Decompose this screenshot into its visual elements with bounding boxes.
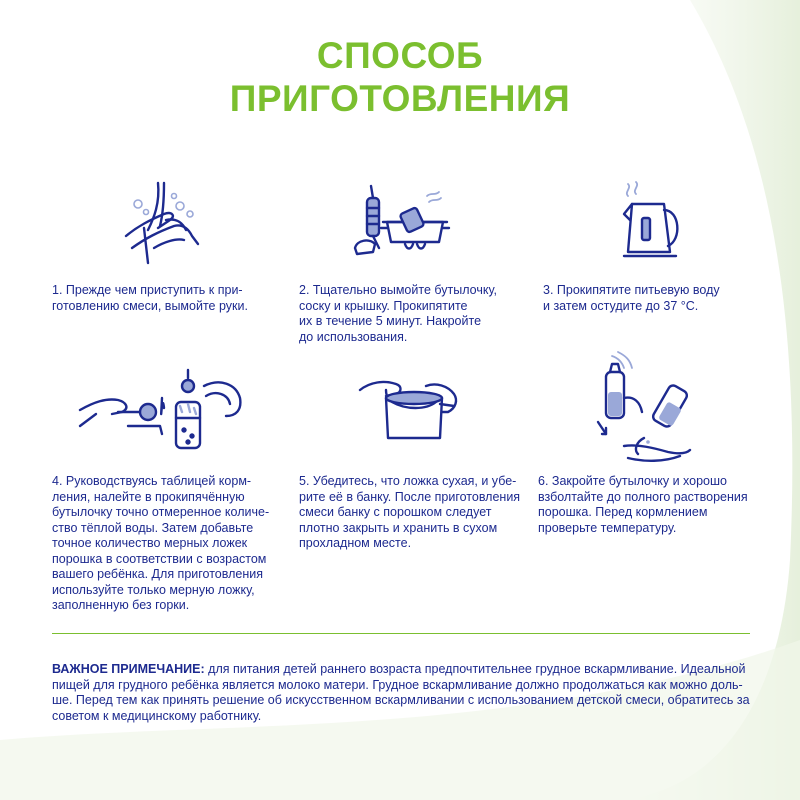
- formula-can-icon: [356, 372, 466, 447]
- hand-wash-icon: [118, 178, 218, 268]
- title-line-1: СПОСОБ: [316, 35, 484, 76]
- page-title: [0, 34, 800, 120]
- measuring-spoon-icon: [76, 368, 251, 453]
- note-text: для питания детей раннего возраста предпочтительнее грудное вскармливание. Идеальной пищей для грудного ребёнка является молоко матери. Грудное вскармливание должно продолжаться как можно доль- ше. Перед тем как принять решение об искусственном вскармливании с использованием детской смеси, обратитесь за советом к медицинскому работнику.: [52, 662, 750, 723]
- shake-bottle-icon: [588, 350, 708, 470]
- note-label: ВАЖНОЕ ПРИМЕЧАНИЕ:: [52, 662, 205, 676]
- step-6-text: 6. Закройте бутылочку и хорошо взболтайте до полного растворения порошка. Перед кормлением проверьте температуру.: [538, 474, 748, 535]
- title-line-2: ПРИГОТОВЛЕНИЯ: [229, 78, 571, 119]
- important-note: [52, 662, 752, 724]
- step-2-text: 2. Тщательно вымойте бутылочку, соску и крышку. Прокипятите их в течение 5 минут. Накройте до использования.: [299, 283, 497, 344]
- section-divider: [52, 633, 750, 634]
- step-3-text: 3. Прокипятите питьевую воду и затем остудите до 37 °C.: [543, 283, 720, 313]
- step-5-text: 5. Убедитесь, что ложка сухая, и убе- рите её в банку. После приготовления смеси банку с порошком следует плотно закрыть и хранить в сухом прохладном месте.: [299, 474, 521, 550]
- kettle-icon: [614, 180, 694, 265]
- step-1-text: 1. Прежде чем приступить к при- готовлению смеси, вымойте руки.: [52, 283, 248, 313]
- step-4-text: 4. Руководствуясь таблицей корм- ления, налейте в прокипячённую бутылочку точно отмеренное количе- ство тёплой воды. Затем добавьте точное количество мерных ложек порошка в соответствии с возрастом вашего ребёнка. Для приготовления используйте только мерную ложку, заполненную без горки.: [52, 474, 270, 612]
- bottle-sterilize-icon: [345, 182, 455, 262]
